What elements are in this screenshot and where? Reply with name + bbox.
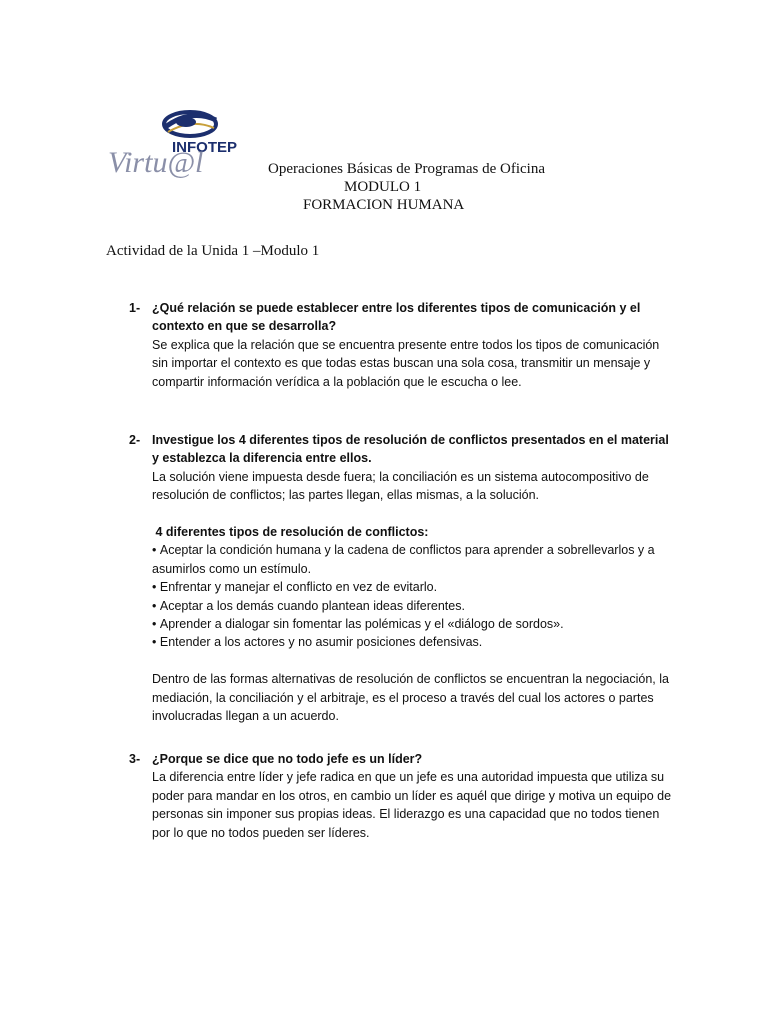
list-item: • Aceptar la condición humana y la cadena de conflictos para aprender a sobrellevarlos y a asumirlos como un estímulo. bbox=[152, 541, 672, 578]
activity-title: Actividad de la Unida 1 –Modulo 1 bbox=[106, 243, 320, 259]
answer-text: La solución viene impuesta desde fuera; la conciliación es un sistema autocompositivo de resolución de conflictos; las partes llegan, ellas mismas, a la solución. bbox=[152, 469, 649, 503]
closing-text: Dentro de las formas alternativas de resolución de conflictos se encuentran la negociación, la mediación, la conciliación y el arbitraje, es el proceso a través del cual los actores o partes involucradas llegan a un acuerdo. bbox=[152, 672, 669, 724]
answer-text: La diferencia entre líder y jefe radica en que un jefe es una autoridad impuesta que utiliza su poder para mandar en los otros, en cambio un líder es aquél que dirige y motiva un equipo de personas sin imponer sus propias ideas. El liderazgo es una capacidad que no todos tienen por lo que no todos pueden ser líderes. bbox=[152, 770, 672, 840]
question-text: ¿Qué relación se puede establecer entre los diferentes tipos de comunicación y el contexto en que se desarrolla? bbox=[152, 301, 641, 334]
question-text: Investigue los 4 diferentes tipos de resolución de conflictos presentados en el material y establezca la diferencia entre ellos. bbox=[152, 433, 669, 466]
logo-script-text: Virtu@l bbox=[108, 146, 204, 179]
conflict-types-list bbox=[152, 541, 672, 651]
course-title: Operaciones Básicas de Programas de Oficina bbox=[268, 161, 545, 177]
list-item: • Aprender a dialogar sin fomentar las polémicas y el «diálogo de sordos». bbox=[152, 615, 672, 633]
question-number: 2- bbox=[129, 433, 141, 447]
subheading: 4 diferentes tipos de resolución de conflictos: bbox=[152, 525, 429, 540]
module-title: MODULO 1 bbox=[344, 179, 422, 195]
question-text: ¿Porque se dice que no todo jefe es un líder? bbox=[152, 752, 423, 766]
question-number: 3- bbox=[129, 752, 141, 766]
question-number: 1- bbox=[129, 301, 141, 315]
infotep-logo-icon bbox=[106, 106, 238, 179]
answer-text: Se explica que la relación que se encuentra presente entre todos los tipos de comunicación sin importar el contexto es que todas estas buscan una sola cosa, transmitir un mensaje y compartir información verídica a la población que le escucha o lee. bbox=[152, 337, 660, 389]
list-item: • Aceptar a los demás cuando plantean ideas diferentes. bbox=[152, 597, 672, 615]
topic-title: FORMACION HUMANA bbox=[303, 197, 465, 213]
list-item: • Entender a los actores y no asumir posiciones defensivas. bbox=[152, 633, 672, 651]
logo-brand-text: INFOTEP bbox=[172, 139, 238, 156]
infotep-virtual-logo bbox=[106, 106, 238, 179]
list-item: • Enfrentar y manejar el conflicto en vez de evitarlo. bbox=[152, 578, 672, 596]
